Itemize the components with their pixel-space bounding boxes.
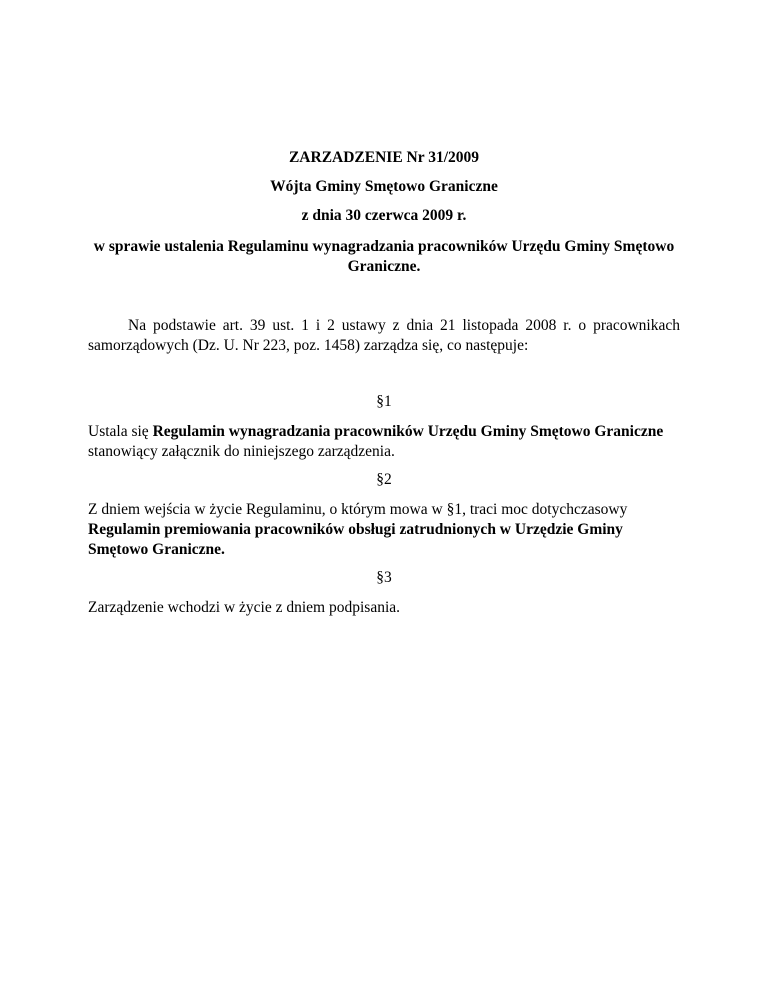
section-2-line-3: Smętowo Graniczne.: [88, 541, 225, 558]
section-2-symbol: §2: [376, 471, 392, 488]
section-1-line-2: stanowiący załącznik do niniejszego zarządzenia.: [88, 443, 395, 460]
section-2-line-1: Z dniem wejścia w życie Regulaminu, o którym mowa w §1, traci moc dotychczasowy: [88, 501, 628, 518]
section-1-line-1: [88, 422, 663, 442]
section-1-text-plain: Ustala się: [88, 423, 153, 440]
subject-line-2: Graniczne.: [347, 258, 421, 275]
preamble-line-1: Na podstawie art. 39 ust. 1 i 2 ustawy z dnia 21 listopada 2008 r. o pracownikach: [128, 317, 680, 334]
document-date: z dnia 30 czerwca 2009 r.: [301, 207, 467, 224]
section-3-symbol: §3: [376, 569, 392, 586]
section-3-line-1: Zarządzenie wchodzi w życie z dniem podpisania.: [88, 599, 401, 616]
section-1-text-bold: Regulamin wynagradzania pracowników Urzędu Gminy Smętowo Graniczne: [152, 423, 664, 440]
preamble-line-2: samorządowych (Dz. U. Nr 223, poz. 1458) zarządza się, co następuje:: [88, 337, 529, 354]
issuing-authority: Wójta Gminy Smętowo Graniczne: [270, 178, 498, 195]
subject-line-1: w sprawie ustalenia Regulaminu wynagradzania pracowników Urzędu Gminy Smętowo: [93, 238, 675, 255]
section-1-symbol: §1: [376, 393, 392, 410]
document-title: ZARZADZENIE Nr 31/2009: [288, 149, 480, 166]
section-2-line-2: Regulamin premiowania pracowników obsługi zatrudnionych w Urzędzie Gminy: [88, 521, 623, 538]
